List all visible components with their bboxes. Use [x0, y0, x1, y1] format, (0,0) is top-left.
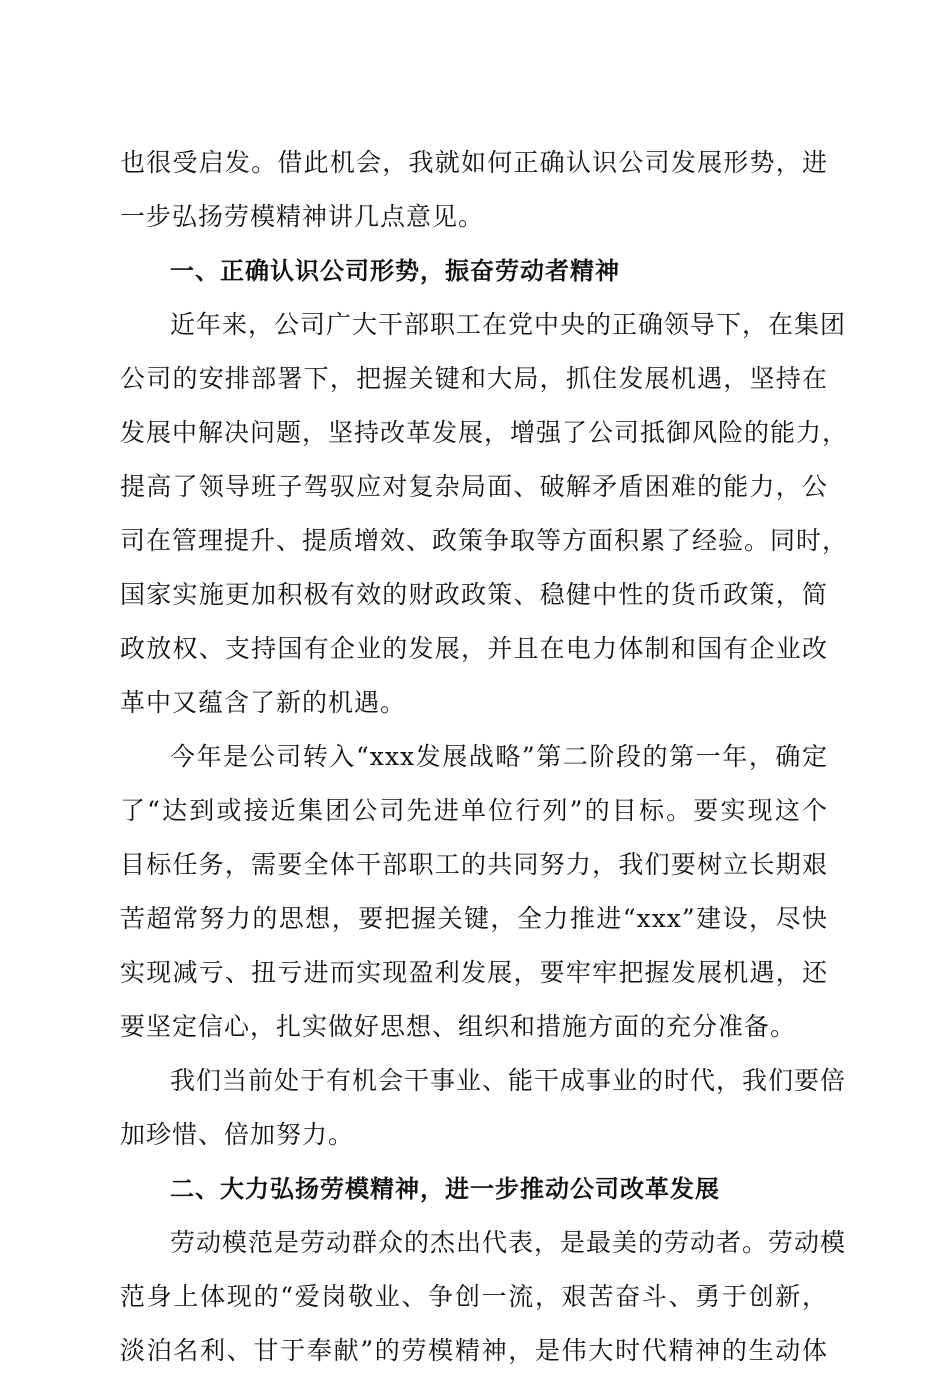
body-paragraph — [120, 1054, 847, 1162]
document-body — [120, 136, 849, 1378]
text-line: 也很受启发。借此机会，我就如何正确认识公司发展形势，进 — [120, 148, 828, 177]
text-line: 范身上体现的“爱岗敬业、争创一流，艰苦奋斗、勇于创新， — [120, 1282, 828, 1311]
text-line: 淡泊名利、甘于奉献”的劳模精神，是伟大时代精神的生动体 — [120, 1336, 828, 1365]
text-line: 目标任务，需要全体干部职工的共同努力，我们要树立长期艰 — [120, 850, 828, 879]
text-line: 发展中解决问题，坚持改革发展，增强了公司抵御风险的能力， — [120, 418, 849, 447]
text-line: 国家实施更加积极有效的财政政策、稳健中性的货币政策，简 — [120, 580, 828, 609]
text-line: 了“达到或接近集团公司先进单位行列”的目标。要实现这个 — [120, 796, 828, 825]
text-line: 要坚定信心，扎实做好思想、组织和措施方面的充分准备。 — [120, 1012, 797, 1041]
text-line: 提高了领导班子驾驭应对复杂局面、破解矛盾困难的能力，公 — [120, 472, 828, 501]
text-line: 苦超常努力的思想，要把握关键，全力推进“xxx”建设，尽快 — [120, 904, 828, 933]
body-paragraph — [120, 298, 849, 730]
text-line: 劳动模范是劳动群众的杰出代表，是最美的劳动者。劳动模 — [170, 1228, 847, 1257]
heading-text: 一、正确认识公司形势，振奋劳动者精神 — [170, 257, 620, 285]
section-heading — [120, 1162, 828, 1216]
body-paragraph — [120, 730, 828, 1054]
text-line: 革中又蕴含了新的机遇。 — [120, 688, 407, 717]
text-line: 一步弘扬劳模精神讲几点意见。 — [120, 202, 485, 231]
text-line: 政放权、支持国有企业的发展，并且在电力体制和国有企业改 — [120, 634, 828, 663]
section-heading — [120, 244, 828, 298]
body-paragraph — [120, 1216, 847, 1378]
text-line: 近年来，公司广大干部职工在党中央的正确领导下，在集团 — [170, 310, 847, 339]
text-line: 司在管理提升、提质增效、政策争取等方面积累了经验。同时， — [120, 526, 849, 555]
heading-text: 二、大力弘扬劳模精神，进一步推动公司改革发展 — [170, 1175, 720, 1203]
text-line: 实现减亏、扭亏进而实现盈利发展，要牢牢把握发展机遇，还 — [120, 958, 828, 987]
text-line: 公司的安排部署下，把握关键和大局，抓住发展机遇，坚持在 — [120, 364, 828, 393]
text-line: 我们当前处于有机会干事业、能干成事业的时代，我们要倍 — [170, 1066, 847, 1095]
text-line: 今年是公司转入“xxx发展战略”第二阶段的第一年，确定 — [170, 742, 828, 771]
text-line: 加珍惜、倍加努力。 — [120, 1120, 355, 1149]
body-paragraph — [120, 136, 828, 244]
